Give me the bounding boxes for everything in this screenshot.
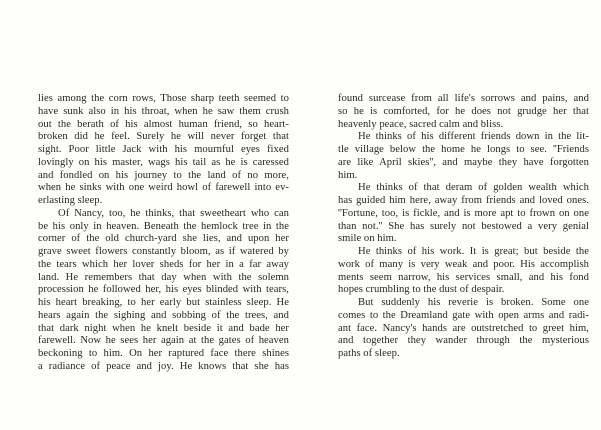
text-line: farewell. Now he sees her again at the gates of heaven <box>38 335 289 347</box>
text-line: a radiance of peace and joy. He knows that she has <box>38 360 289 372</box>
text-line: when he sinks with one weird howl of farewell into ev- <box>38 182 289 194</box>
text-line: paths of sleep. <box>338 348 400 359</box>
text-line: ant face. Nancy's hands are outstretched to greet him, <box>338 322 589 334</box>
text-line: He thinks of that deram of golden wealth which <box>358 182 589 194</box>
text-line: He thinks of his work. It is great; but beside the <box>358 246 589 257</box>
text-line: beckoning to him. On her raptured face there shines <box>38 348 289 359</box>
text-line: comes to the Dreamland gate with open arms and radi- <box>338 309 589 321</box>
text-line: smile on him. <box>338 233 397 245</box>
text-line: Of Nancy, too, he thinks, that sweetheart who can <box>58 207 289 219</box>
text-line: broken did he feel. Surely he will never forget that <box>38 131 289 143</box>
text-line: out the berath of his almost human friend, so heart- <box>38 118 289 130</box>
text-line: than not.'' She has surely not bestowed a very genial <box>338 220 589 232</box>
text-line: He thinks of his different friends down in the lit- <box>358 131 589 143</box>
text-line: have sunk also in his throat, when he saw them crush <box>38 105 289 117</box>
text-line: that dark night when he knelt beside it and bade her <box>38 322 289 334</box>
text-line: tle village below the home he longs to see. ''Friends <box>338 144 589 155</box>
text-line: work of many is very weak and poor. His accomplish <box>338 258 589 270</box>
text-line: grave sweet flowers constantly bloom, as if watered by <box>38 246 289 257</box>
text-line: ments seem narrow, his services small, and his fond <box>338 271 589 283</box>
text-line: are like April skies'', and maybe they have forgotten <box>338 156 589 168</box>
text-line: lovingly on his master, wags his tail as he is caressed <box>38 156 289 168</box>
right-page <box>338 93 589 361</box>
text-line: hopes crumbling to the dust of despair. <box>338 284 505 296</box>
text-line: corner of the old church-yard she lies, and upon her <box>38 233 289 245</box>
text-line: and fondled on his journey to the land of no more, <box>38 169 289 181</box>
text-line: the tears which her lover sheds for her in a far away <box>38 258 289 270</box>
text-line: found surcease from all life's sorrows and pains, and <box>338 93 589 104</box>
text-line: But suddenly his reverie is broken. Some one <box>358 297 589 308</box>
text-line: has guided him here, away from friends and loved ones. <box>338 195 589 206</box>
text-line: his heart breaking, to her early but stainless sleep. He <box>38 297 289 308</box>
text-line: procession he followed her, his eyes blinded with tears, <box>38 284 289 296</box>
text-line: heavenly peace, sacred calm and bliss. <box>338 118 504 130</box>
text-line: lies among the corn rows, Those sharp teeth seemed to <box>38 93 289 104</box>
text-line: sight. Poor little Jack with his mournful eyes fixed <box>38 144 289 155</box>
left-page <box>38 93 289 374</box>
text-line: land. He remembers that day when with the solemn <box>38 271 289 283</box>
text-line: be his only in heaven. Beneath the hemlock tree in the <box>38 220 289 232</box>
text-line: erlasting sleep. <box>38 195 103 206</box>
text-line: ''Fortune, too, is fickle, and is more apt to frown on one <box>338 207 589 219</box>
text-line: so he is comforted, for he does not grudge her that <box>338 105 589 117</box>
text-line: and together they wander through the mysterious <box>338 335 589 347</box>
text-line: him. <box>338 169 358 181</box>
text-line: hears again the sighing and sobbing of the trees, and <box>38 309 289 321</box>
